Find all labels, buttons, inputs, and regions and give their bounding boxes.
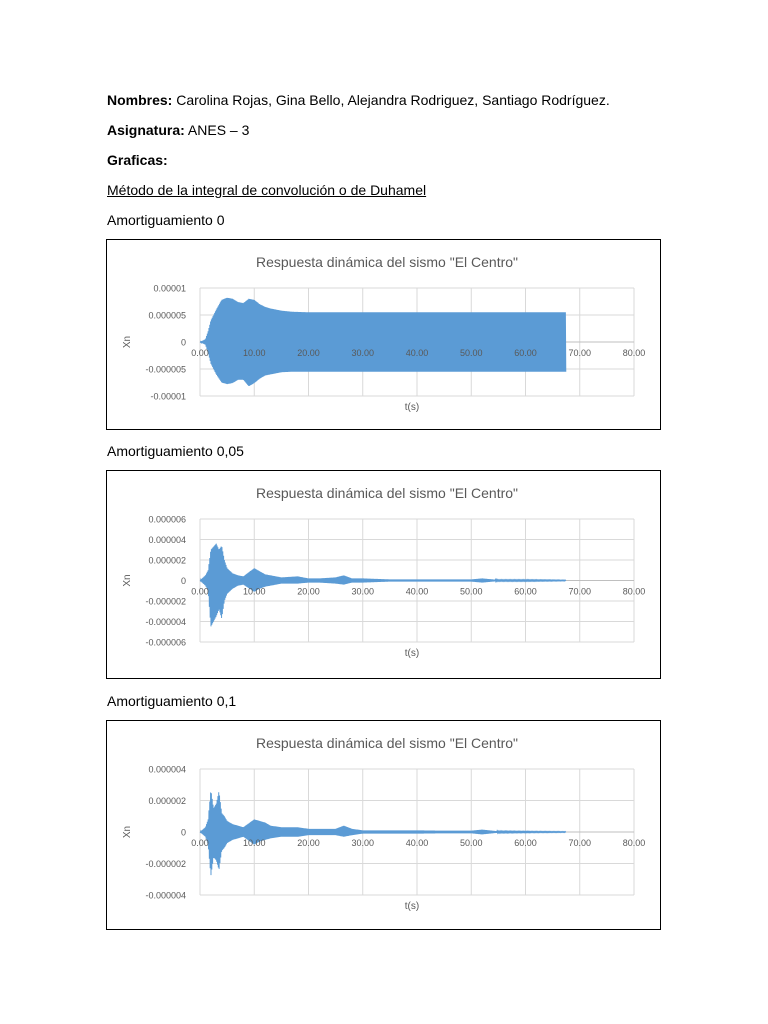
x-tick-label: 70.00: [568, 586, 592, 597]
y-axis-title: Xn: [122, 335, 133, 349]
y-tick-label: 0.000004: [148, 535, 186, 545]
x-axis-title: t(s): [404, 402, 420, 413]
graficas-line: [107, 152, 168, 168]
x-tick-label: 50.00: [459, 586, 483, 597]
asignatura-line: [107, 122, 249, 138]
x-tick-label: 50.00: [459, 348, 483, 358]
section-caption-1: Amortiguamiento 0,05: [107, 443, 244, 459]
method-title: Método de la integral de convolución o de Duhamel: [107, 182, 427, 198]
chart-title: Respuesta dinámica del sismo "El Centro": [255, 254, 519, 270]
asignatura-label: Asignatura:: [107, 122, 185, 138]
y-tick-label: -0.000004: [145, 890, 186, 901]
y-tick-label: 0.000005: [148, 310, 186, 321]
y-tick-label: -0.000004: [145, 617, 186, 627]
series-line: [200, 298, 566, 386]
y-tick-label: 0: [180, 337, 186, 348]
y-tick-label: -0.000006: [145, 637, 186, 648]
chart-title: Respuesta dinámica del sismo "El Centro": [255, 735, 519, 751]
series-line: [200, 792, 566, 875]
chart-1: [107, 471, 660, 678]
chart-2: [107, 721, 660, 929]
chart-title: Respuesta dinámica del sismo "El Centro": [255, 485, 519, 501]
x-tick-label: 10.00: [242, 348, 266, 358]
x-tick-label: 60.00: [514, 348, 537, 358]
y-tick-label: -0.00001: [150, 391, 186, 402]
x-tick-label: 0.00: [191, 586, 209, 597]
x-tick-label: 80.00: [622, 348, 646, 358]
x-tick-label: 60.00: [514, 586, 537, 597]
x-tick-label: 10.00: [242, 586, 266, 597]
y-tick-label: 0: [180, 827, 186, 838]
y-axis-title: Xn: [122, 825, 133, 839]
chart-container-0: [106, 239, 661, 430]
x-tick-label: 20.00: [297, 348, 320, 358]
x-tick-label: 40.00: [405, 838, 429, 848]
y-axis-title: Xn: [122, 574, 133, 587]
x-axis-title: t(s): [404, 901, 420, 912]
chart-0: [107, 240, 660, 429]
y-tick-label: 0.000004: [148, 764, 186, 775]
y-tick-label: -0.000005: [145, 364, 186, 375]
y-tick-label: 0.000002: [148, 796, 186, 806]
y-tick-label: 0.00001: [153, 283, 186, 294]
x-tick-label: 50.00: [459, 838, 483, 848]
chart-container-1: [106, 470, 661, 679]
y-tick-label: 0: [180, 576, 186, 586]
x-tick-label: 30.00: [351, 838, 375, 848]
nombres-value: Carolina Rojas, Gina Bello, Alejandra Rodriguez, Santiago Rodríguez.: [176, 92, 610, 108]
x-tick-label: 70.00: [568, 348, 592, 358]
x-tick-label: 20.00: [297, 838, 320, 848]
x-tick-label: 20.00: [297, 586, 320, 597]
x-tick-label: 30.00: [351, 586, 375, 597]
x-tick-label: 10.00: [242, 838, 266, 848]
x-tick-label: 60.00: [514, 838, 537, 848]
x-tick-label: 0.00: [191, 348, 209, 358]
graficas-label: Graficas:: [107, 152, 168, 168]
chart-container-2: [106, 720, 661, 930]
series-line: [200, 544, 566, 627]
y-tick-label: -0.000002: [145, 859, 186, 869]
y-tick-label: -0.000002: [145, 596, 186, 607]
x-tick-label: 80.00: [622, 838, 646, 848]
x-tick-label: 70.00: [568, 838, 592, 848]
y-tick-label: 0.000006: [148, 514, 186, 525]
x-tick-label: 80.00: [622, 586, 646, 597]
x-tick-label: 40.00: [405, 348, 429, 358]
x-axis-title: t(s): [404, 648, 420, 659]
section-caption-2: Amortiguamiento 0,1: [107, 693, 237, 709]
nombres-line: [107, 92, 610, 108]
nombres-label: Nombres:: [107, 92, 173, 108]
asignatura-value: ANES – 3: [187, 122, 250, 138]
x-tick-label: 0.00: [191, 838, 209, 848]
y-tick-label: 0.000002: [148, 555, 186, 566]
section-caption-0: Amortiguamiento 0: [107, 212, 225, 228]
x-tick-label: 40.00: [405, 586, 429, 597]
x-tick-label: 30.00: [351, 348, 375, 358]
